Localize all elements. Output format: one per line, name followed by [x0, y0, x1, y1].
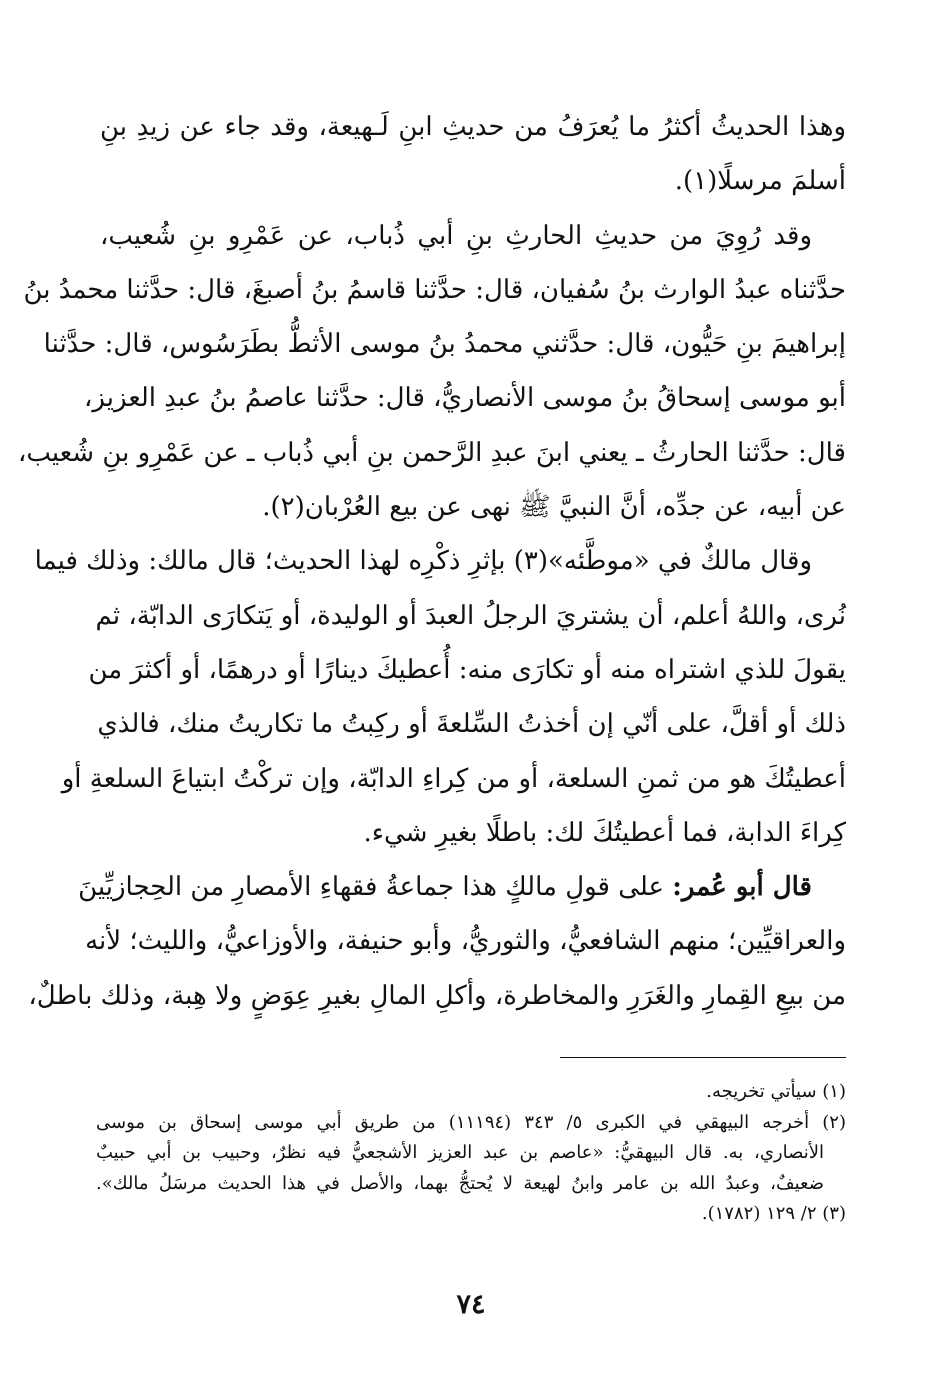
text-line	[78, 860, 812, 914]
text-line: إبراهيمَ بنِ حَيُّون، قال: حدَّثني محمدُ بنُ موسى الأثطُّ بطَرَسُوس، قال: حدَّثنا	[43, 329, 846, 360]
paragraph-4	[78, 860, 846, 914]
text-line: عن أبيه، عن جدِّه، أنَّ النبيَّ ﷺ نهى عن بيع العُرْبان(٢).	[262, 492, 846, 523]
text-line: يقولَ للذي اشتراه منه أو تكارَى منه: أُعطيكَ دينارًا أو درهمًا، أو أكثرَ من	[88, 654, 846, 685]
footnote-2-line: الأنصاري، به. قال البيهقيُّ: «عاصم بن عبد العزيز الأشجعيُّ فيه نظرٌ، وحبيب بن أبي حبيبٌ	[96, 1142, 824, 1163]
paragraph-3-cont	[61, 589, 846, 860]
text-line: أعطيتُكَ هو من ثمنِ السلعة، أو من كِراءِ الدابّة، وإن تركْتُ ابتياعَ السلعةِ أو	[61, 763, 846, 794]
footnote-2-line: ضعيفٌ، وعبدُ الله بن عامر وابنُ لهيعة لا يُحتجُّ بهما، والأصل في هذا الحديث مرسَلُ مالك».	[96, 1172, 824, 1194]
paragraph-2	[100, 209, 846, 263]
footnote-1: (١) سيأتي تخريجه.	[706, 1081, 846, 1102]
text-line: كِراءَ الدابة، فما أعطيتُكَ لك: باطلًا بغيرِ شيء.	[363, 817, 846, 848]
footnote-divider	[560, 1057, 846, 1058]
footnote-2-line: (٢) أخرجه البيهقي في الكبرى ٥/ ٣٤٣ (١١١٩٤) من طريق أبي موسى إسحاق بن موسى	[96, 1111, 846, 1133]
text-line: وقال مالكٌ في «موطَّئه»(٣) بإثرِ ذكْرِه لهذا الحديث؛ قال مالك: وذلك فيما	[34, 546, 812, 577]
text-line: من بيعِ القِمارِ والغَرَرِ والمخاطرة، وأكلِ المالِ بغيرِ عِوَضٍ ولا هِبة، وذلك باطلٌ،	[28, 980, 846, 1011]
text-line: والعراقيِّين؛ منهم الشافعيُّ، والثوريُّ، وأبو حنيفة، والأوزاعيُّ، والليث؛ لأنه	[85, 926, 846, 957]
paragraph-3	[34, 534, 846, 588]
text-fragment: على قولِ مالكٍ هذا جماعةُ فقهاءِ الأمصارِ من الحِجازيِّينَ	[78, 872, 673, 903]
page-number: ٧٤	[456, 1289, 486, 1320]
speaker-name: قال أبو عُمر:	[672, 872, 812, 903]
footnote-3: (٣) ٢/ ١٢٩ (١٧٨٢).	[701, 1203, 846, 1224]
paragraph-1	[100, 100, 846, 209]
footnotes	[96, 1077, 846, 1230]
text-line: حدَّثناه عبدُ الوارث بنُ سُفيان، قال: حدَّثنا قاسمُ بنُ أصبغَ، قال: حدَّثنا محمدُ بنُ	[23, 274, 846, 305]
paragraph-4-cont	[28, 914, 846, 1023]
paragraph-2-cont	[17, 263, 846, 534]
text-line: وقد رُوِيَ من حديثِ الحارثِ بنِ أبي ذُباب، عن عَمْرِو بنِ شُعيب،	[100, 220, 812, 251]
main-text	[17, 100, 846, 1023]
text-line: أسلمَ مرسلًا(١).	[674, 166, 846, 197]
text-line: وهذا الحديثُ أكثرُ ما يُعرَفُ من حديثِ ابنِ لَـهيعة، وقد جاء عن زيدِ بنِ	[100, 112, 846, 142]
text-line: قال: حدَّثنا الحارثُ ـ يعني ابنَ عبدِ الرَّحمن بنِ أبي ذُباب ـ عن عَمْرِو بنِ شُعيب،	[17, 437, 846, 468]
text-line: ذلك أو أقلَّ، على أنّي إن أخذتُ السِّلعةَ أو ركِبتُ ما تكاريتُ منك، فالذي	[97, 709, 846, 740]
text-line: أبو موسى إسحاقُ بنُ موسى الأنصاريُّ، قال: حدَّثنا عاصمُ بنُ عبدِ العزيز،	[84, 383, 846, 414]
text-line: نُرى، واللهُ أعلم، أن يشتريَ الرجلُ العبدَ أو الوليدة، أو يَتكارَى الدابّة، ثم	[95, 600, 846, 631]
